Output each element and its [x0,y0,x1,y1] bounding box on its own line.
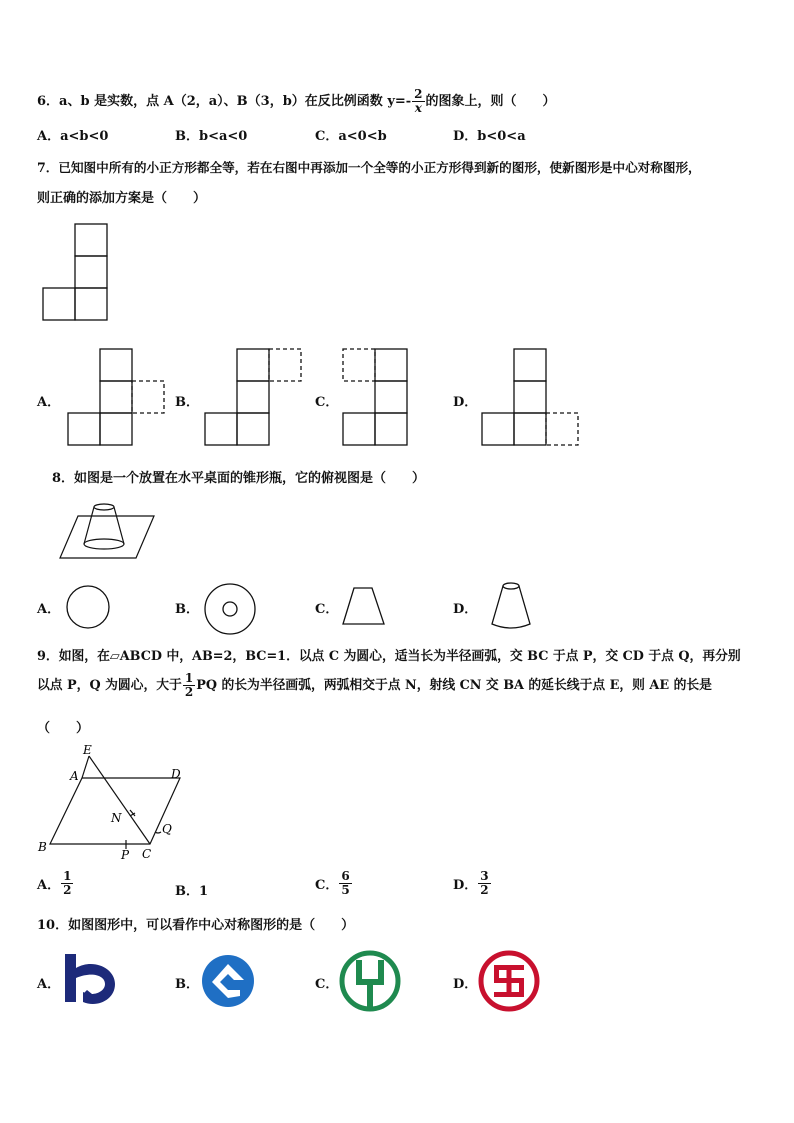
q6-text-a: 6．a、b 是实数，点 A（2，a）、B（3，b）在反比例函数 y=- [37,94,412,109]
q8-option-c-label[interactable]: C． [315,602,339,617]
q9-label-q: Q [162,822,172,836]
q7-option-d-figure[interactable] [479,347,584,451]
q6-fraction [412,88,424,115]
q6-option-b[interactable]: B．b<a<0 [175,129,248,144]
q9-label-e: E [83,743,92,757]
q7-line1: 7．已知图中所有的小正方形都全等，若在右图中再添加一个全等的小正方形得到新的图形，使新图形是中心对称图形， [37,160,701,175]
q9-figure-parallelogram [34,740,194,865]
q10-logo-b-bank-icon[interactable] [200,952,256,1010]
q10-stem: 10．如图图形中，可以看作中心对称图形的是（ ） [37,918,355,933]
q7-option-c-label[interactable]: C． [315,395,339,410]
q7-option-b-figure[interactable] [202,347,307,451]
q9-line2-b: PQ 的长为半径画弧，两弧相交于点 N，射线 CN 交 BA 的延长线于点 E，则 AE 的长是 [196,678,712,693]
q10-option-b-label[interactable]: B． [175,977,199,992]
q6-option-c[interactable]: C．a<0<b [315,129,387,144]
q9-option-a[interactable]: A． $\frac{1}{2}$ [37,869,72,897]
q10-logo-d-bank-icon[interactable] [478,950,540,1012]
q6-option-d[interactable]: D．b<0<a [453,129,526,144]
q9-label-n: N [111,811,122,825]
q9-half-fraction: $\frac{1}{2}$ [184,671,194,699]
q10-logo-a-bank-icon[interactable] [63,950,119,1012]
q8-option-c-figure[interactable] [340,584,388,628]
q9-line2 [37,672,712,699]
q6-option-a[interactable]: A．a<b<0 [37,129,109,144]
q7-line2: 则正确的添加方案是（ ） [37,191,207,206]
q8-option-b-label[interactable]: B． [175,602,199,617]
q8-figure-flask [58,498,158,564]
q9-label-a: A [70,769,79,783]
q8-option-a-label[interactable]: A． [37,602,61,617]
q7-option-b-label[interactable]: B． [175,395,199,410]
q9-label-d: D [171,767,181,781]
q8-option-d-figure[interactable] [488,580,534,632]
q9-option-d[interactable]: D． $\frac{3}{2}$ [453,869,489,897]
q7-option-c-figure[interactable] [340,347,415,451]
q8-option-b-figure[interactable] [202,582,258,636]
q7-figure-original [40,222,110,326]
q9-label-c: C [142,847,152,861]
q6-text-b: 的图象上，则（ ） [425,94,556,109]
q8-stem: 8．如图是一个放置在水平桌面的锥形瓶，它的俯视图是（ ） [52,471,426,486]
q7-option-d-label[interactable]: D． [453,395,478,410]
q6-stem [37,88,556,115]
q6-frac-den: x [414,101,422,115]
q9-label-b: B [38,840,47,854]
q9-line1: 9．如图，在▱ABCD 中，AB=2，BC=1．以点 C 为圆心，适当长为半径画弧，交 BC 于点 P，交 CD 于点 Q，再分别 [37,649,741,664]
q10-option-a-label[interactable]: A． [37,977,61,992]
q9-label-p: P [121,848,130,862]
q9-line3: （ ） [37,721,90,736]
q9-option-c[interactable]: C． $\frac{6}{5}$ [315,869,350,897]
q8-option-d-label[interactable]: D． [453,602,478,617]
q10-option-c-label[interactable]: C． [315,977,339,992]
q9-option-b[interactable]: B．1 [175,884,209,899]
q7-option-a-label[interactable]: A． [37,395,61,410]
q7-option-a-figure[interactable] [65,347,170,451]
q9-line2-a: 以点 P，Q 为圆心，大于 [37,678,182,693]
q10-option-d-label[interactable]: D． [453,977,478,992]
q6-frac-num: 2 [414,87,423,101]
q10-logo-c-bank-icon[interactable] [338,950,402,1012]
q8-option-a-figure[interactable] [64,584,112,630]
